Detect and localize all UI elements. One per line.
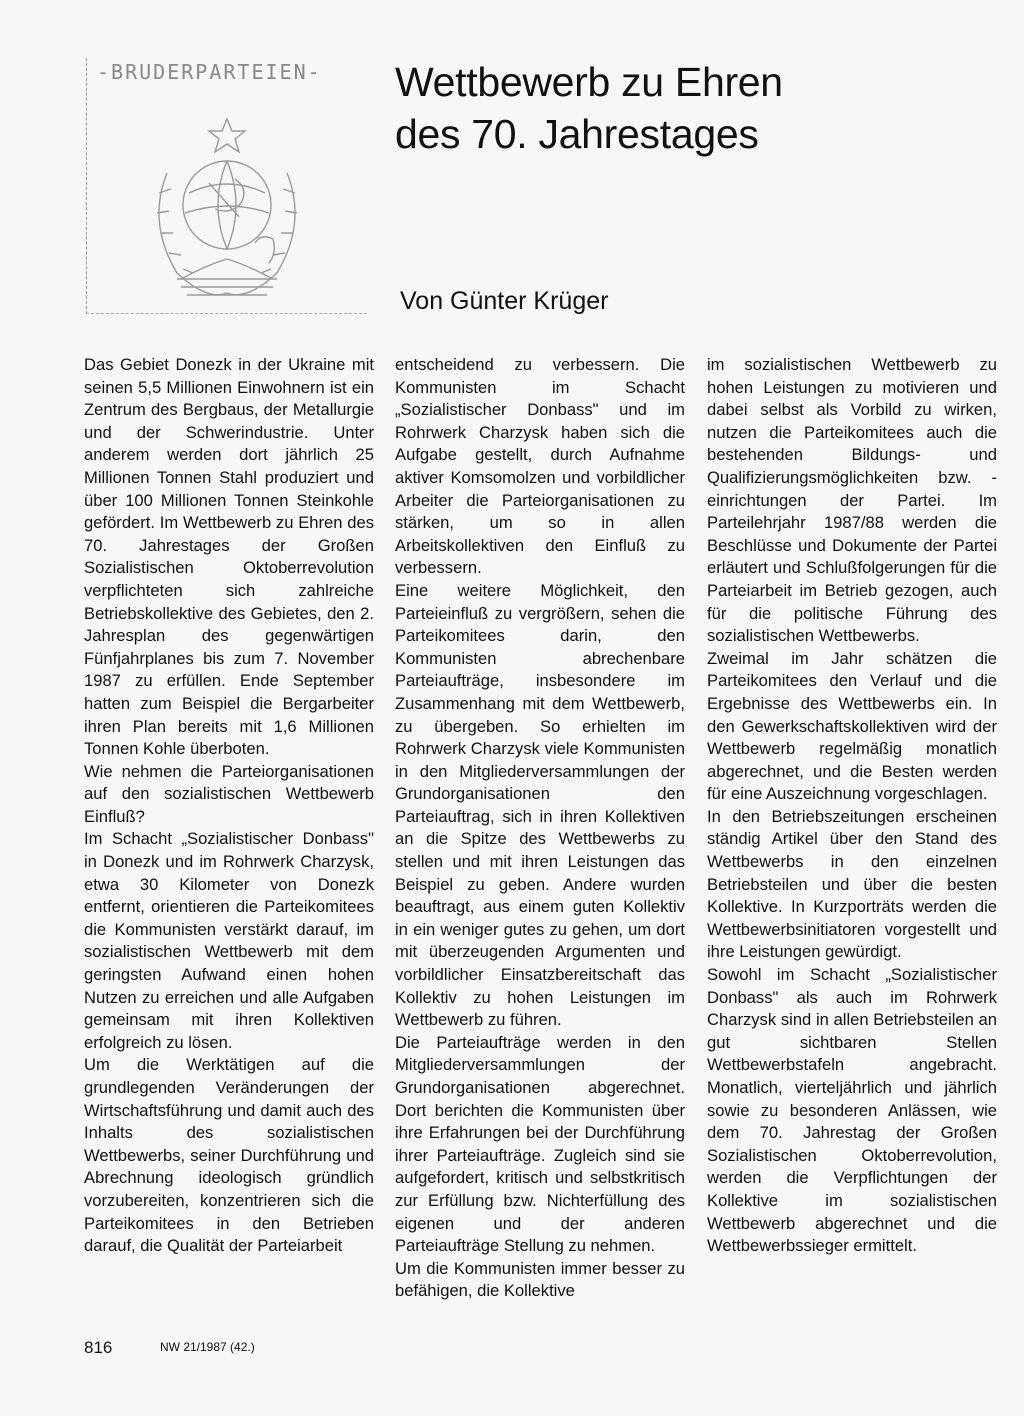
paragraph: Im Schacht „Sozialistischer Donbass" in Donezk und im Rohrwerk Charzysk, etwa 30 Kilometer von Donezk entfernt, orientieren die Parteikomitees die Kommunisten verstärkt darauf, im sozialistischen Wettbewerb mit dem geringsten Aufwand einen hohen Nutzen zu erreichen und alle Aufgaben gemeinsam mit ihren Kollektiven erfolgreich zu lösen. — [84, 829, 374, 1052]
paragraph: In den Betriebszeitungen erscheinen ständig Artikel über den Stand des Wettbewerbs in den einzelnen Betriebsteilen und über die besten Kollektive. In Kurzporträts werden die Wettbewerbsinitiatoren vorgestellt und ihre Leistungen gewürdigt. — [707, 806, 997, 962]
page-number: 816 — [84, 1338, 113, 1357]
article-title-line-1: Wettbewerb zu Ehren — [395, 59, 783, 105]
text-column-2 — [395, 354, 685, 1303]
issue-reference: NW 21/1987 (42.) — [160, 1340, 255, 1354]
paragraph: entscheidend zu verbessern. Die Kommunisten im Schacht „Sozialistischer Donbass" und im Rohrwerk Charzysk haben sich die Aufgabe gestellt, durch Aufnahme aktiver Komsomolzen und vorbildlicher Arbeiter die Parteiorganisationen zu stärken, um so in allen Arbeitskollektiven den Einfluß zu verbessern. — [395, 355, 685, 578]
paragraph: Um die Werktätigen auf die grundlegenden Veränderungen der Wirtschaftsführung und damit auch des Inhalts des sozialistischen Wettbewerbs, seiner Durchführung und Abrechnung ideologisch gründlich vorzubereiten, konzentrieren sich die Parteikomitees in den Betrieben darauf, die Qualität der Parteiarbeit — [84, 1055, 374, 1256]
paragraph: Die Parteiaufträge werden in den Mitgliederversammlungen der Grundorganisationen abgerechnet. Dort berichten die Kommunisten über ihre Erfahrungen bei der Durchführung ihrer Parteiaufträge. Zugleich sind sie aufgefordert, kritisch und selbstkritisch zur Erfüllung bzw. Nichterfüllung des eigenen und der anderen Parteiaufträge Stellung zu nehmen. — [395, 1032, 685, 1256]
article-title — [395, 56, 995, 160]
rubric-box — [86, 58, 367, 314]
paragraph: Wie nehmen die Parteiorganisationen auf den sozialistischen Wettbewerb Einfluß? — [84, 761, 374, 826]
paragraph: Zweimal im Jahr schätzen die Parteikomitees den Verlauf und die Ergebnisse des Wettbewerbs ein. In den Gewerkschaftskollektiven wird der Wettbewerb regelmäßig monatlich abgerechnet, und die Besten werden für eine Auszeichnung vorgeschlagen. — [707, 648, 997, 804]
byline: Von Günter Krüger — [400, 287, 609, 315]
article-title-line-2: des 70. Jahrestages — [395, 111, 759, 157]
text-column-1 — [84, 354, 374, 1258]
paragraph: Das Gebiet Donezk in der Ukraine mit seinen 5,5 Millionen Einwohnern ist ein Zentrum des Bergbaus, der Metallurgie und der Schwerindustrie. Unter anderem werden dort jährlich 25 Millionen Tonnen Stahl produziert und über 100 Millionen Tonnen Steinkohle gefördert. Im Wettbewerb zu Ehren des 70. Jahrestages der Großen Sozialistischen Oktoberrevolution verpflichteten sich zahlreiche Betriebskollektive des Gebietes, den 2. Jahresplan des gegenwärtigen Fünfjahrplanes bis zum 7. November 1987 zu erfüllen. Ende September hatten zum Beispiel die Bergarbeiter ihren Plan bereits mit 1,6 Millionen Tonnen Kohle überboten. — [84, 355, 374, 759]
paragraph: Um die Kommunisten immer besser zu befähigen, die Kollektive — [395, 1258, 685, 1301]
paragraph: Eine weitere Möglichkeit, den Parteieinfluß zu vergrößern, sehen die Parteikomitees darin, den Kommunisten abrechenbare Parteiaufträge, insbesondere im Zusammenhang mit dem Wettbewerb, zu übergeben. So erhielten im Rohrwerk Charzysk viele Kommunisten in den Mitgliederversammlungen der Grundorganisationen den Parteiauftrag, sich in ihren Kollektiven an die Spitze des Wettbewerbs zu stellen und mit ihren Leistungen das Beispiel zu geben. Andere wurden beauftragt, aus einem guten Kollektiv in ein weniger gutes zu gehen, um dort mit überzeugenden Argumenten und vorbildlicher Einsatzbereitschaft das Kollektiv zu hohen Leistungen im Wettbewerb zu führen. — [395, 580, 685, 1030]
paragraph: im sozialistischen Wettbewerb zu hohen Leistungen zu motivieren und dabei selbst als Vorbild zu wirken, nutzen die Parteikomitees auch die bestehenden Bildungs- und Qualifizierungsmöglichkeiten bzw. -einrichtungen der Partei. Im Parteilehrjahr 1987/88 werden die Beschlüsse und Dokumente der Partei erläutert und Schlußfolgerungen für die Parteiarbeit im Betrieb gezogen, auch für die politische Führung des sozialistischen Wettbewerbs. — [707, 355, 997, 646]
rubric-label: -BRUDERPARTEIEN- — [97, 60, 322, 84]
paragraph: Sowohl im Schacht „Sozialistischer Donbass" als auch im Rohrwerk Charzysk sind in allen Betriebsteilen an gut sichtbaren Stellen Wettbewerbstafeln angebracht. Monatlich, vierteljährlich und jährlich sowie zu besonderen Anlässen, wie dem 70. Jahrestag der Großen Sozialistischen Oktoberrevolution, werden die Verpflichtungen der Kollektive im sozialistischen Wettbewerb abgerechnet und die Wettbewerbssieger ermittelt. — [707, 965, 997, 1256]
text-column-3 — [707, 354, 997, 1258]
state-emblem-icon — [137, 113, 317, 303]
